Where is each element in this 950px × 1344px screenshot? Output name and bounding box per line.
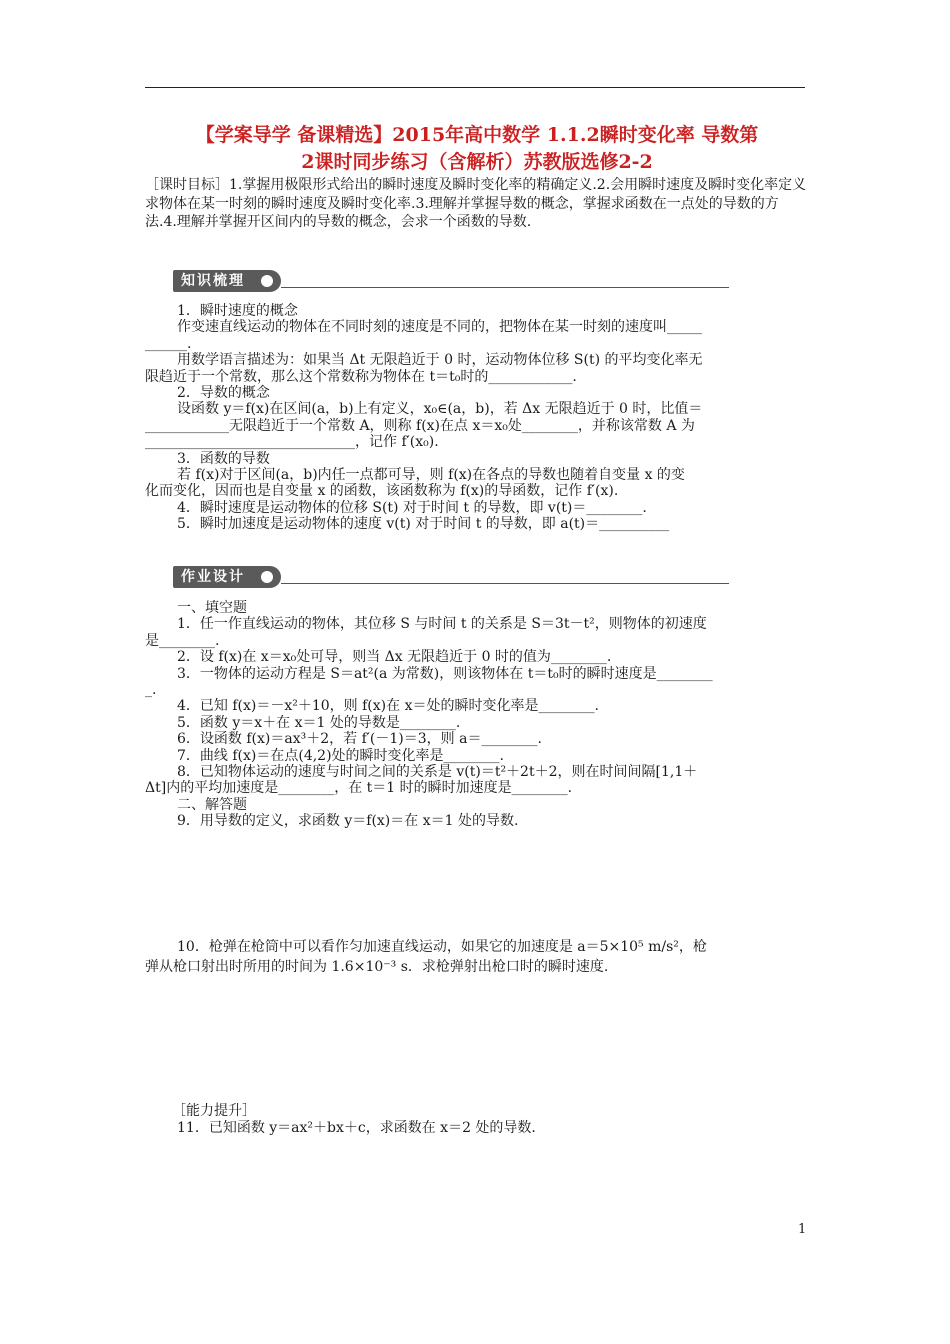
q10-line: 10．枪弹在枪筒中可以看作匀加速直线运动，如果它的加速度是 a＝5×10⁵ m/s²，枪: [177, 939, 707, 955]
homework-line: 1．任一作直线运动的物体，其位移 S 与时间 t 的关系是 S＝3t－t²，则物体的初速度: [177, 616, 707, 633]
homework-line: 6．设函数 f(x)＝ax³＋2，若 f′(－1)＝3，则 a＝________.: [177, 731, 542, 748]
homework-line: 7．曲线 f(x)＝在点(4,2)处的瞬时变化率是________.: [177, 747, 504, 764]
goal-text: 1.掌握用极限形式给出的瞬时速度及瞬时变化率的精确定义.2.会用瞬时速度及瞬时变化率定义求物体在某一时刻的瞬时速度及瞬时变化率.3.理解并掌握导数的概念，掌握求函数在一点处的导数的方法.4.理解并掌握开区间内的导数的概念，会求一个函数的导数.: [145, 177, 807, 230]
top-rule: [145, 87, 805, 88]
homework-line: 8．已知物体运动的速度与时间之间的关系是 v(t)＝t²＋2t＋2，则在时间间隔[1,1＋: [177, 764, 698, 781]
knowledge-line: 用数学语言描述为：如果当 Δt 无限趋近于 0 时，运动物体位移 S(t) 的平均变化率无: [177, 352, 703, 369]
ability-section: [145, 1103, 807, 1137]
homework-line: 是________.: [145, 632, 220, 649]
knowledge-section: [145, 303, 807, 533]
page-number: 1: [798, 1222, 807, 1237]
document-title: [145, 122, 809, 176]
knowledge-line: 限趋近于一个常数，那么这个常数称为物体在 t＝t₀时的____________.: [145, 368, 577, 385]
goal-label: ［课时目标］: [145, 177, 229, 193]
ability-label: ［能力提升］: [172, 1103, 256, 1119]
banner-line: [281, 583, 729, 584]
homework-section: [145, 600, 807, 830]
lesson-goals: [145, 176, 807, 232]
homework-line: 3．一物体的运动方程是 S＝at²(a 为常数)，则该物体在 t＝t₀时的瞬时速度是________: [177, 665, 713, 682]
homework-line: 2．设 f(x)在 x＝x₀处可导，则当 Δx 无限趋近于 0 时的值为________.: [177, 649, 612, 666]
question-10: [145, 937, 807, 977]
banner-line: [281, 287, 729, 288]
knowledge-line: ____________无限趋近于一个常数 A，则称 f(x)在点 x＝x₀处________，并称该常数 A 为: [145, 417, 695, 434]
knowledge-line: 5．瞬时加速度是运动物体的速度 v(t) 对于时间 t 的导数，即 a(t)＝__________: [177, 516, 670, 533]
knowledge-line: 1．瞬时速度的概念: [177, 303, 298, 319]
knowledge-line: 3．函数的导数: [177, 450, 270, 467]
homework-line: 二、解答题: [177, 796, 247, 813]
question-11: 11．已知函数 y＝ax²＋bx＋c，求函数在 x＝2 处的导数.: [177, 1120, 536, 1136]
knowledge-line: ______________________________，记作 f′(x₀).: [145, 434, 439, 451]
banner-label: 作业设计: [173, 566, 281, 588]
homework-line: 5．函数 y＝x＋在 x＝1 处的导数是________.: [177, 714, 461, 731]
knowledge-line: 化而变化，因而也是自变量 x 的函数，该函数称为 f(x)的导函数，记作 f′(x).: [145, 483, 619, 500]
knowledge-line: ______.: [145, 335, 192, 352]
homework-line: 4．已知 f(x)＝－x²＋10，则 f(x)在 x＝处的瞬时变化率是________.: [177, 698, 599, 715]
knowledge-line: 4．瞬时速度是运动物体的位移 S(t) 对于时间 t 的导数，即 v(t)＝________.: [177, 499, 647, 516]
knowledge-line: 设函数 y＝f(x)在区间(a，b)上有定义，x₀∈(a，b)，若 Δx 无限趋近于 0 时，比值＝: [177, 401, 703, 418]
knowledge-line: 若 f(x)对于区间(a，b)内任一点都可导，则 f(x)在各点的导数也随着自变量 x 的变: [177, 467, 685, 484]
knowledge-line: 作变速直线运动的物体在不同时刻的速度是不同的，把物体在某一时刻的速度叫_____: [177, 319, 702, 336]
homework-line: Δt]内的平均加速度是________，在 t＝1 时的瞬时加速度是________.: [145, 780, 573, 797]
homework-line: _.: [145, 682, 157, 699]
banner-dot-icon: [261, 571, 273, 583]
banner-dot-icon: [261, 275, 273, 287]
homework-line: 一、填空题: [177, 600, 247, 616]
knowledge-line: 2．导数的概念: [177, 385, 270, 402]
title-line-1: 【学案导学 备课精选】2015年高中数学 1.1.2瞬时变化率 导数第: [195, 124, 759, 146]
q10-line: 弹从枪口射出时所用的时间为 1.6×10⁻³ s．求枪弹射出枪口时的瞬时速度.: [145, 959, 609, 975]
title-line-2: 2课时同步练习（含解析）苏教版选修2-2: [301, 151, 653, 173]
banner-label: 知识梳理: [173, 270, 281, 292]
homework-line: 9．用导数的定义，求函数 y＝f(x)＝在 x＝1 处的导数.: [177, 813, 519, 830]
